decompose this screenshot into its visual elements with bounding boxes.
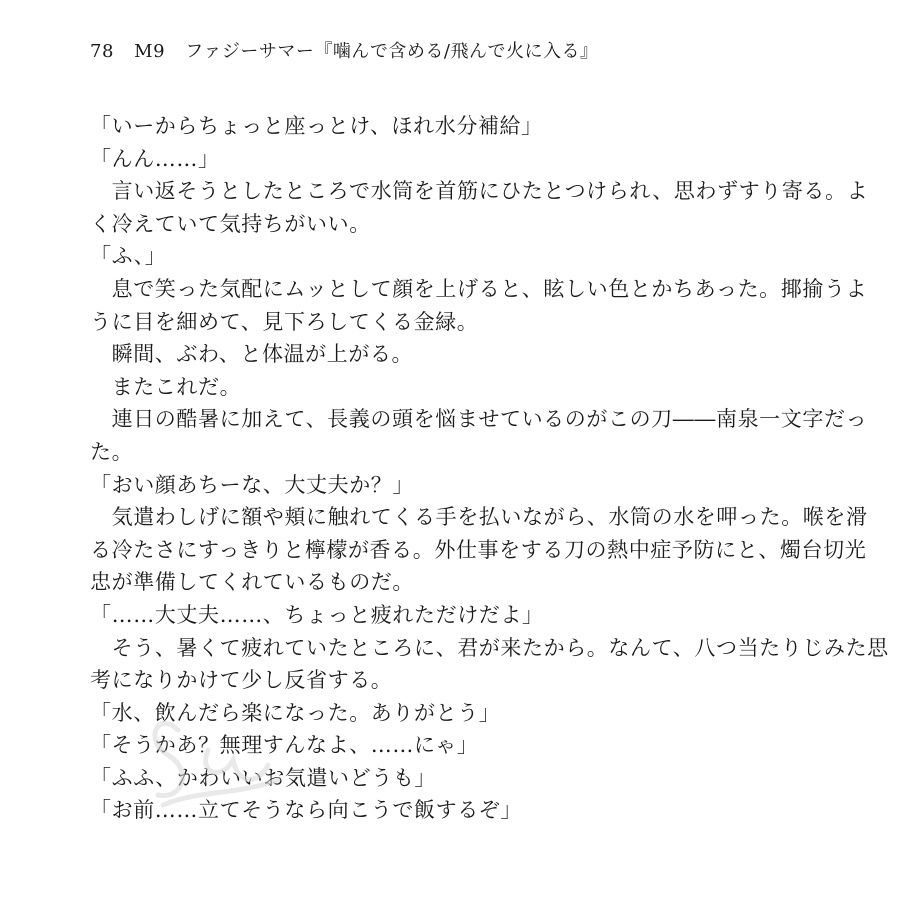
- text-line: 「そうかあ？無理すんなよ、……にゃ」: [90, 733, 479, 758]
- text-line: 息で笑った気配にムッとして顔を上げると、眩しい色とかちあった。揶揄うよ: [90, 276, 868, 301]
- text-line: る冷たさにすっきりと檸檬が香る。外仕事をする刀の熱中症予防にと、燭台切光: [90, 537, 867, 562]
- text-line: 「……大丈夫……、ちょっと疲れただけだよ」: [90, 602, 544, 627]
- text-line: 「ふふ、かわいいお気遣いどうも」: [90, 765, 437, 790]
- text-line: うに目を細めて、見下ろしてくる金緑。: [90, 309, 479, 334]
- text-line: 瞬間、ぶわ、と体温が上がる。: [90, 342, 414, 367]
- series-code: M9: [134, 41, 166, 62]
- text-line: 「ふ、」: [90, 244, 167, 269]
- text-line: 言い返そうとしたところで水筒を首筋にひたとつけられ、思わずすり寄る。よ: [90, 179, 869, 204]
- chapter-title: ファジーサマー『噛んで含める/飛んで火に入る』: [185, 41, 599, 62]
- text-line: 「水、飲んだら楽になった。ありがとう」: [90, 700, 501, 725]
- text-line: 「いーからちょっと座っとけ、ほれ水分補給」: [90, 114, 543, 138]
- text-line: 「んん……」: [90, 146, 220, 171]
- text-line: 「おい顔あちーな、大丈夫か？」: [90, 472, 414, 497]
- text-line: 「お前……立てそうなら向こうで飯するぞ」: [90, 798, 522, 823]
- running-header: [90, 38, 598, 66]
- text-line: 気遣わしげに額や頬に触れてくる手を払いながら、水筒の水を呷った。喉を滑: [90, 505, 868, 530]
- page-number: 78: [90, 41, 114, 62]
- text-line: 連日の酷暑に加えて、長義の頭を悩ませているのがこの刀――南泉一文字だっ: [90, 407, 868, 432]
- body-text: [90, 110, 889, 827]
- text-line: く冷えていて気持ちがいい。: [90, 211, 371, 236]
- text-line: そう、暑くて疲れていたところに、君が来たから。なんて、八つ当たりじみた思: [90, 635, 889, 660]
- text-line: た。: [90, 439, 134, 464]
- text-line: 考になりかけて少し反省する。: [90, 668, 393, 693]
- text-line: またこれだ。: [90, 374, 242, 399]
- text-line: 忠が準備してくれているものだ。: [90, 570, 414, 595]
